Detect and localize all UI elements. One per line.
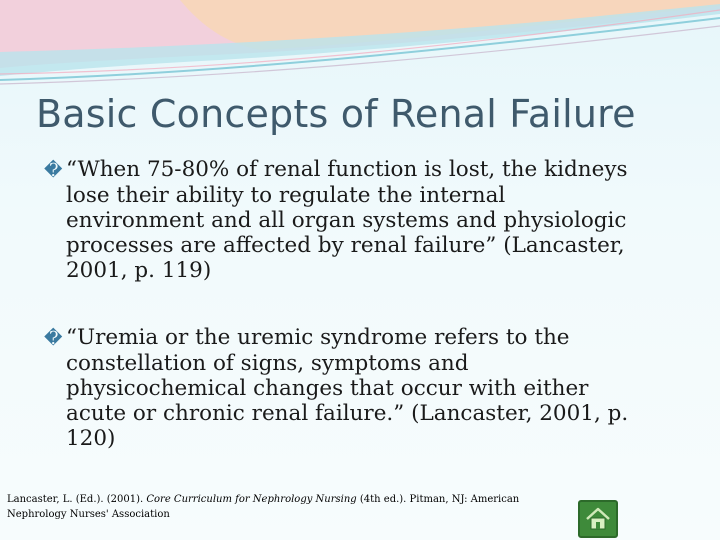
bullet-1-line-4: processes are affected by renal failure” (Lancaster, (66, 233, 625, 258)
bullet-2-line-4: acute or chronic renal failure.” (Lancaster, 2001, p. (66, 401, 629, 426)
bullet-marker-icon: � (44, 328, 63, 349)
bullet-1-line-2: lose their ability to regulate the internal (66, 183, 506, 208)
bullet-1-line-3: environment and all organ systems and physiologic (66, 208, 627, 233)
bullet-2-line-2: constellation of signs, symptoms and (66, 351, 469, 376)
slide-title: Basic Concepts of Renal Failure (36, 92, 636, 136)
bullet-marker-icon: � (44, 160, 63, 181)
bullet-1 (44, 157, 684, 283)
reference-line-2: Nephrology Nurses' Association (7, 509, 170, 520)
bullet-2-line-1: � “Uremia or the uremic syndrome refers to the (44, 325, 570, 350)
bullet-1-line-5: 2001, p. 119) (66, 258, 212, 283)
bullet-2-line-3: physicochemical changes that occur with either (66, 376, 589, 401)
bullet-1-line-1: � “When 75-80% of renal function is lost, the kidneys (44, 157, 628, 182)
reference-book-title: Core Curriculum for Nephrology Nursing (146, 494, 357, 505)
bullet-2 (44, 325, 684, 451)
header-decoration (0, 0, 720, 100)
home-button[interactable] (578, 500, 618, 538)
reference-line-1: Lancaster, L. (Ed.). (2001). Core Curriculum for Nephrology Nursing (4th ed.). Pitman, NJ: American (7, 494, 520, 505)
bullet-2-line-5: 120) (66, 426, 116, 451)
reference-citation (7, 492, 567, 522)
home-icon (584, 505, 612, 533)
